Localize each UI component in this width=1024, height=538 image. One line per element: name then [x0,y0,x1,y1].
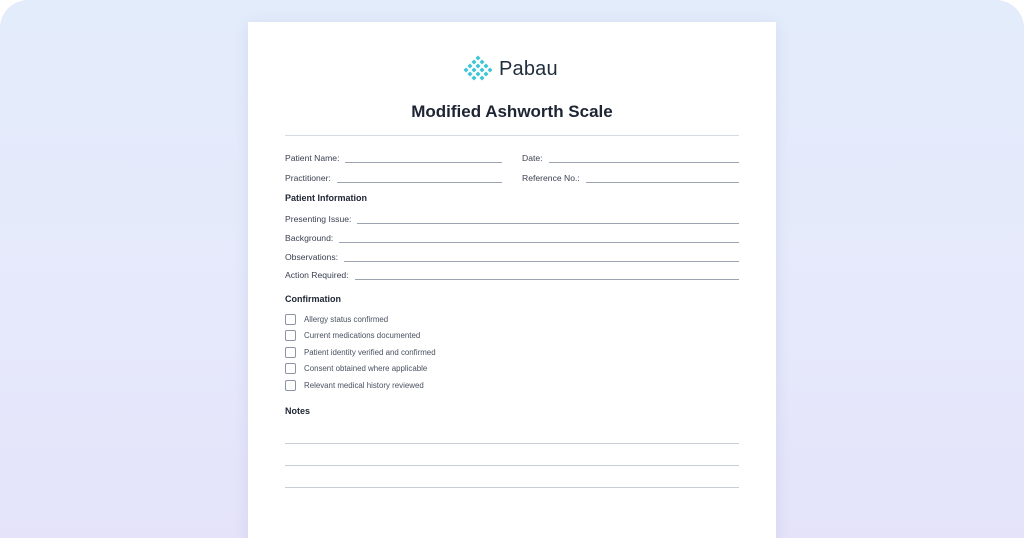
checkbox[interactable] [285,314,296,325]
checkbox[interactable] [285,380,296,391]
diamond-dots-logo-icon [464,55,492,83]
title-divider [285,135,739,136]
date-label: Date: [522,153,543,163]
confirmation-item-label: Patient identity verified and confirmed [304,347,436,357]
reference-no-label: Reference No.: [522,173,580,183]
brand-name: Pabau [499,57,558,80]
observations-label: Observations: [285,252,339,262]
patient-name-field[interactable] [285,150,502,164]
confirmation-item[interactable] [285,379,424,391]
background-field[interactable] [285,230,739,244]
confirmation-item-label: Relevant medical history reviewed [304,380,424,390]
notes-line[interactable] [285,443,739,444]
confirmation-item[interactable] [285,362,427,374]
background-label: Background: [285,233,334,243]
confirmation-item-label: Consent obtained where applicable [304,363,428,373]
reference-no-line [586,182,739,183]
notes-heading: Notes [285,406,311,416]
patient-name-line [345,162,502,163]
confirmation-item[interactable] [285,313,388,325]
observations-field[interactable] [285,249,739,263]
confirmation-heading: Confirmation [285,294,341,304]
checkbox[interactable] [285,363,296,374]
practitioner-label: Practitioner: [285,173,331,183]
confirmation-item-label: Allergy status confirmed [304,314,389,324]
confirmation-item[interactable] [285,329,420,341]
patient-name-label: Patient Name: [285,153,340,163]
presenting-issue-label: Presenting Issue: [285,214,352,224]
form-sheet [248,22,776,538]
confirmation-item-label: Current medications documented [304,330,421,340]
practitioner-line [337,182,502,183]
date-field[interactable] [522,150,739,164]
observations-line [344,261,739,262]
notes-line[interactable] [285,465,739,466]
background-line [339,242,739,243]
checkbox[interactable] [285,347,296,358]
notes-line[interactable] [285,487,739,488]
checkbox[interactable] [285,330,296,341]
brand-logo [464,55,558,83]
practitioner-field[interactable] [285,170,502,184]
presenting-issue-line [357,223,739,224]
reference-no-field[interactable] [522,170,739,184]
action-required-field[interactable] [285,267,739,281]
form-title: Modified Ashworth Scale [411,102,613,121]
patient-information-heading: Patient Information [285,193,368,203]
presenting-issue-field[interactable] [285,211,739,225]
date-line [549,162,739,163]
action-required-label: Action Required: [285,270,349,280]
action-required-line [355,279,739,280]
confirmation-item[interactable] [285,346,436,358]
